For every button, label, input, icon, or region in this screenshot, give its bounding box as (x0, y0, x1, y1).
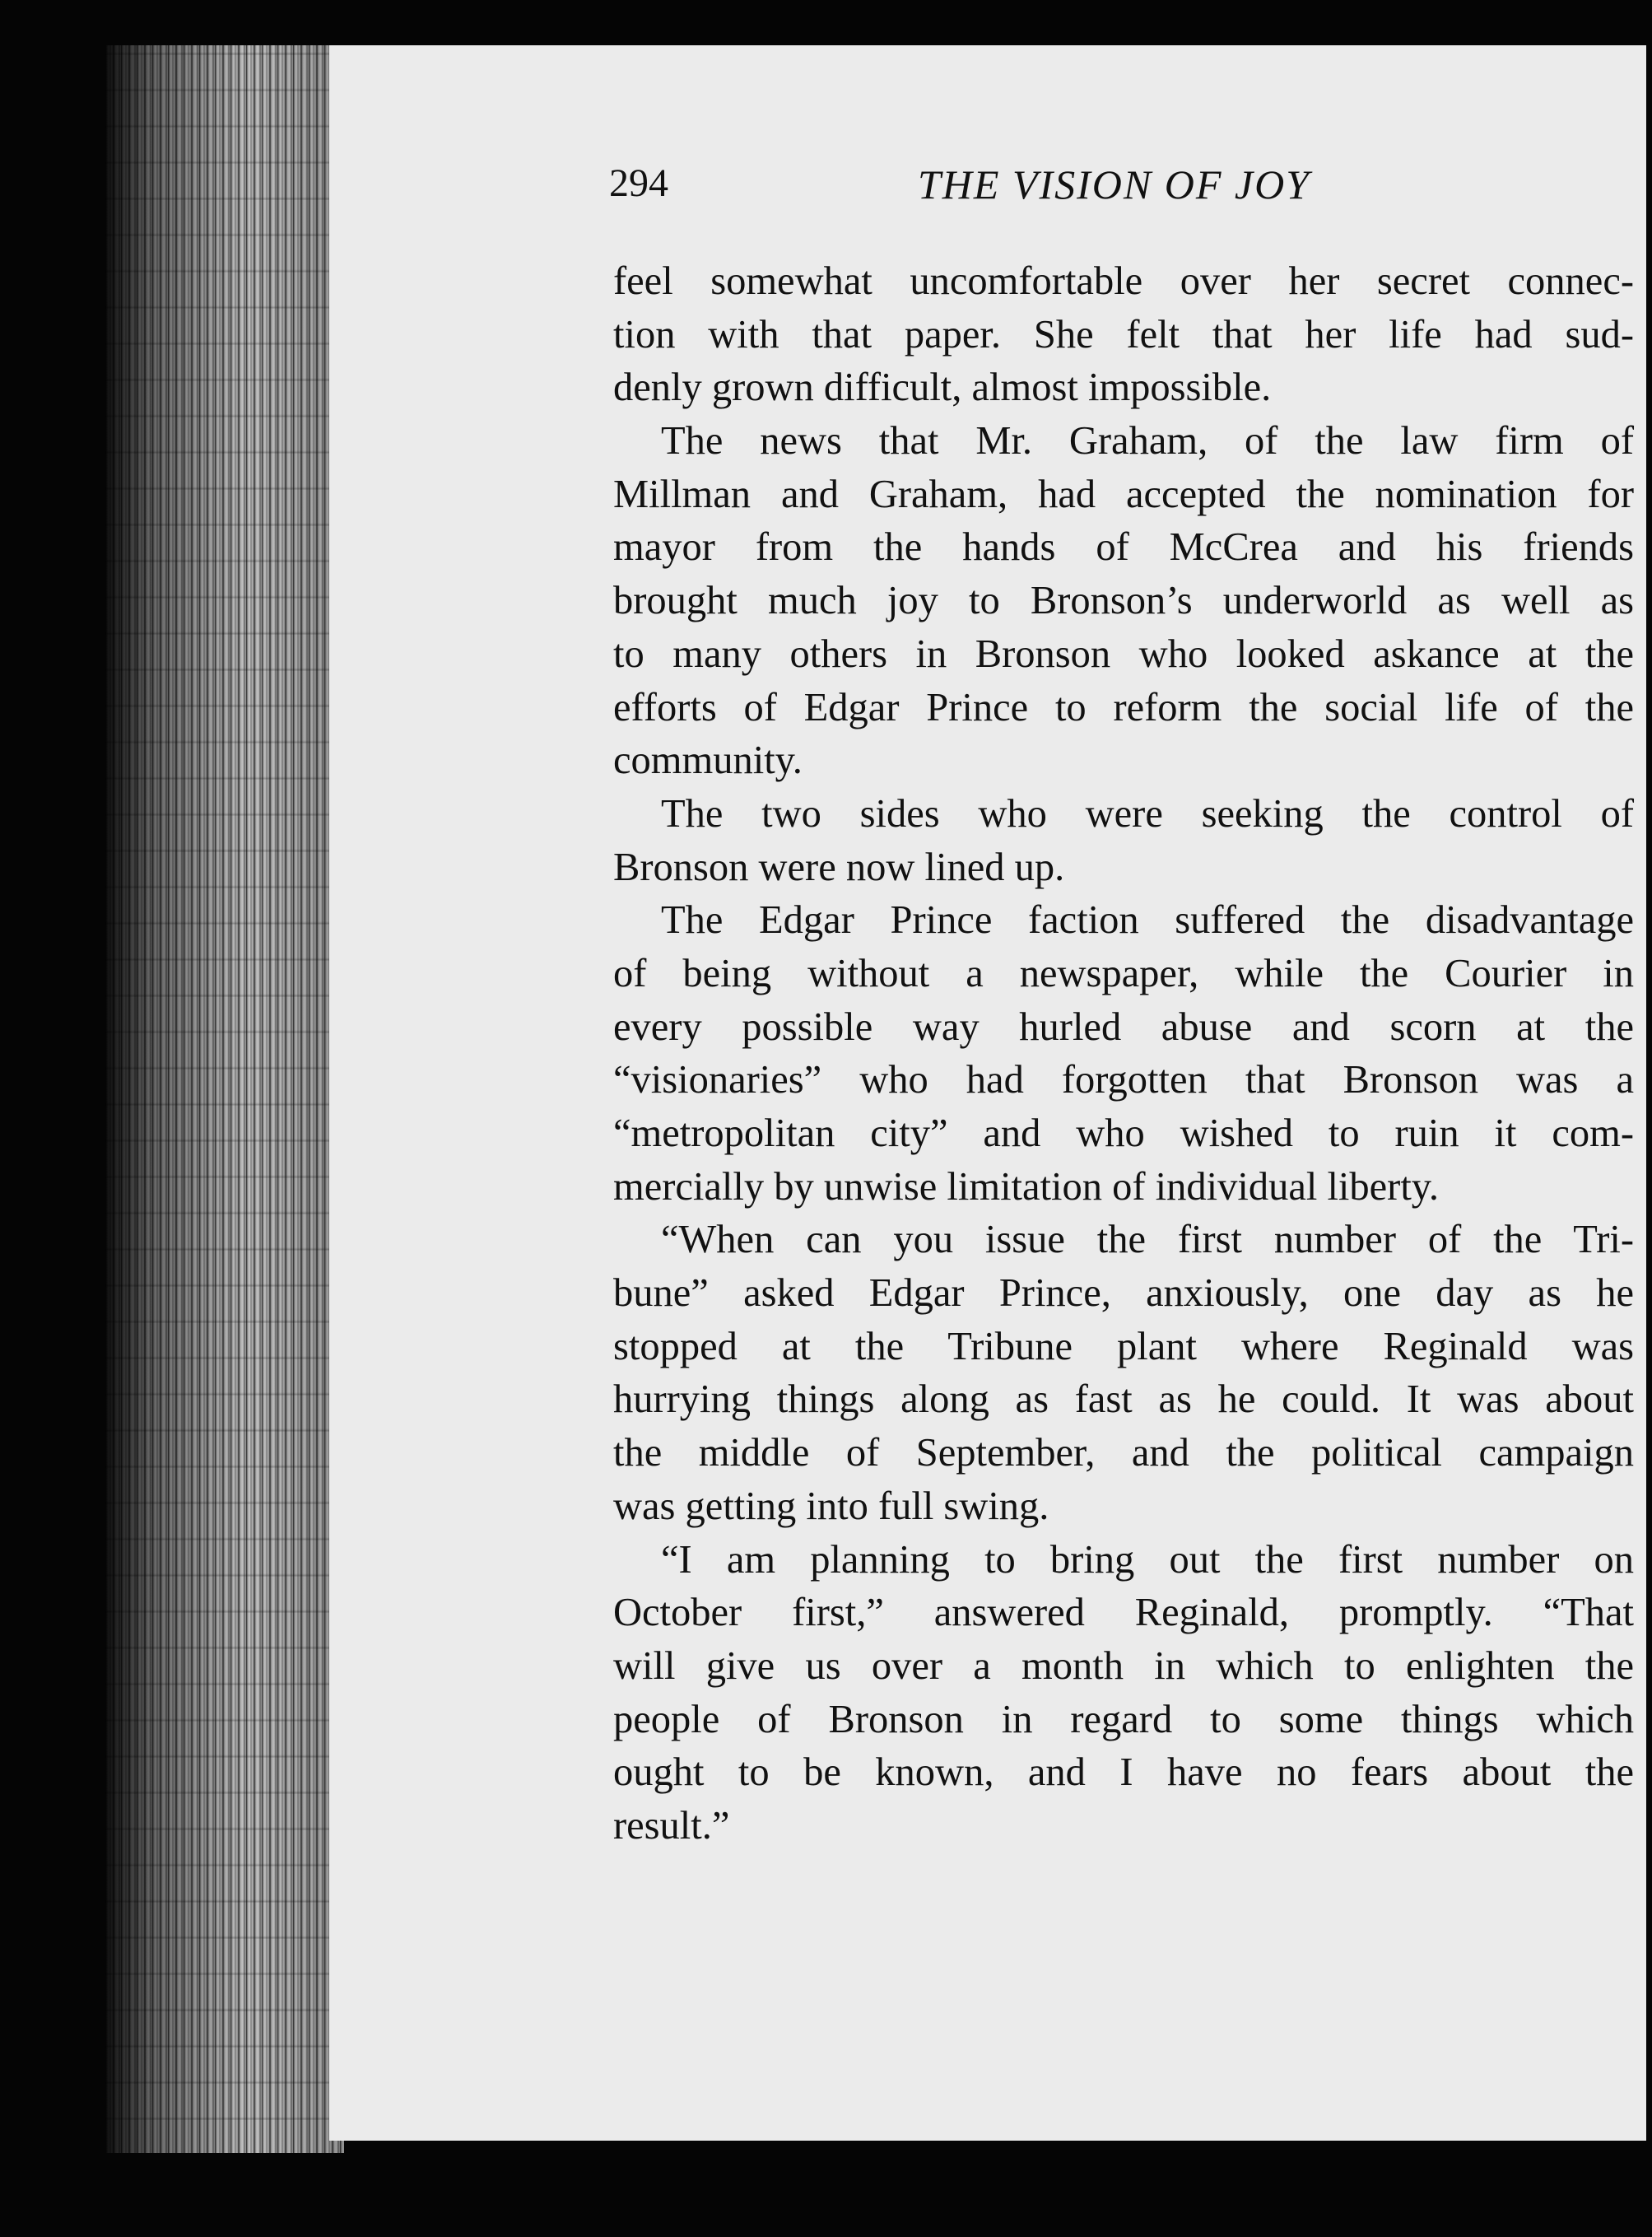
text-line: efforts of Edgar Prince to reform the social life of the (613, 685, 1634, 729)
text-line: “visionaries” who had forgotten that Bronson was a (613, 1058, 1634, 1102)
page-header (609, 161, 1652, 218)
text-line: “I am planning to bring out the first number on (661, 1537, 1634, 1582)
paragraph (613, 255, 1634, 415)
text-line: will give us over a month in which to enlighten the (613, 1643, 1634, 1688)
text-line: The Edgar Prince faction suffered the disadvantage (661, 898, 1634, 943)
text-line: stopped at the Tribune plant where Reginald was (613, 1324, 1634, 1368)
text-line: bune” asked Edgar Prince, anxiously, one day as he (613, 1271, 1634, 1316)
text-line: denly grown difficult, almost impossible. (613, 366, 1272, 410)
text-line: October first,” answered Reginald, promptly. “That (613, 1591, 1634, 1635)
text-line: hurrying things along as fast as he could. It was about (613, 1377, 1634, 1422)
paragraph (613, 1214, 1634, 1533)
paragraph (613, 894, 1634, 1214)
running-title: THE VISION OF JOY (918, 161, 1311, 207)
text-line: people of Bronson in regard to some things which (613, 1697, 1634, 1741)
text-line: “metropolitan city” and who wished to ruin it com- (613, 1112, 1634, 1155)
text-line: Bronson were now lined up. (613, 845, 1065, 889)
text-line: every possible way hurled abuse and scorn at the (613, 1004, 1634, 1049)
text-line: to many others in Bronson who looked askance at the (613, 631, 1634, 676)
book-page-edges (105, 45, 344, 2153)
book-page (329, 45, 1646, 2141)
body-text (613, 255, 1634, 1853)
text-line: The news that Mr. Graham, of the law firm of (661, 419, 1634, 464)
text-line: “When can you issue the first number of the Tri- (661, 1218, 1634, 1262)
text-line: feel somewhat uncomfortable over her secret connec- (613, 259, 1634, 303)
text-line: was getting into full swing. (613, 1484, 1049, 1528)
text-line: mayor from the hands of McCrea and his friends (613, 525, 1634, 570)
text-line: of being without a newspaper, while the Courier in (613, 951, 1634, 995)
text-line: result.” (613, 1803, 730, 1848)
text-line: ought to be known, and I have no fears about the (613, 1750, 1634, 1795)
page-number: 294 (609, 161, 668, 205)
paragraph (613, 415, 1634, 788)
text-line: tion with that paper. She felt that her life had sud- (613, 312, 1634, 357)
text-line: Millman and Graham, had accepted the nomination for (613, 472, 1634, 516)
text-line: community. (613, 739, 803, 783)
text-line: mercially by unwise limitation of individual liberty. (613, 1164, 1440, 1209)
text-line: The two sides who were seeking the control of (661, 791, 1634, 836)
paragraph (613, 788, 1634, 894)
text-line: brought much joy to Bronson’s underworld as well as (613, 579, 1634, 623)
text-line: the middle of September, and the political campaign (613, 1431, 1634, 1475)
paragraph (613, 1534, 1634, 1853)
